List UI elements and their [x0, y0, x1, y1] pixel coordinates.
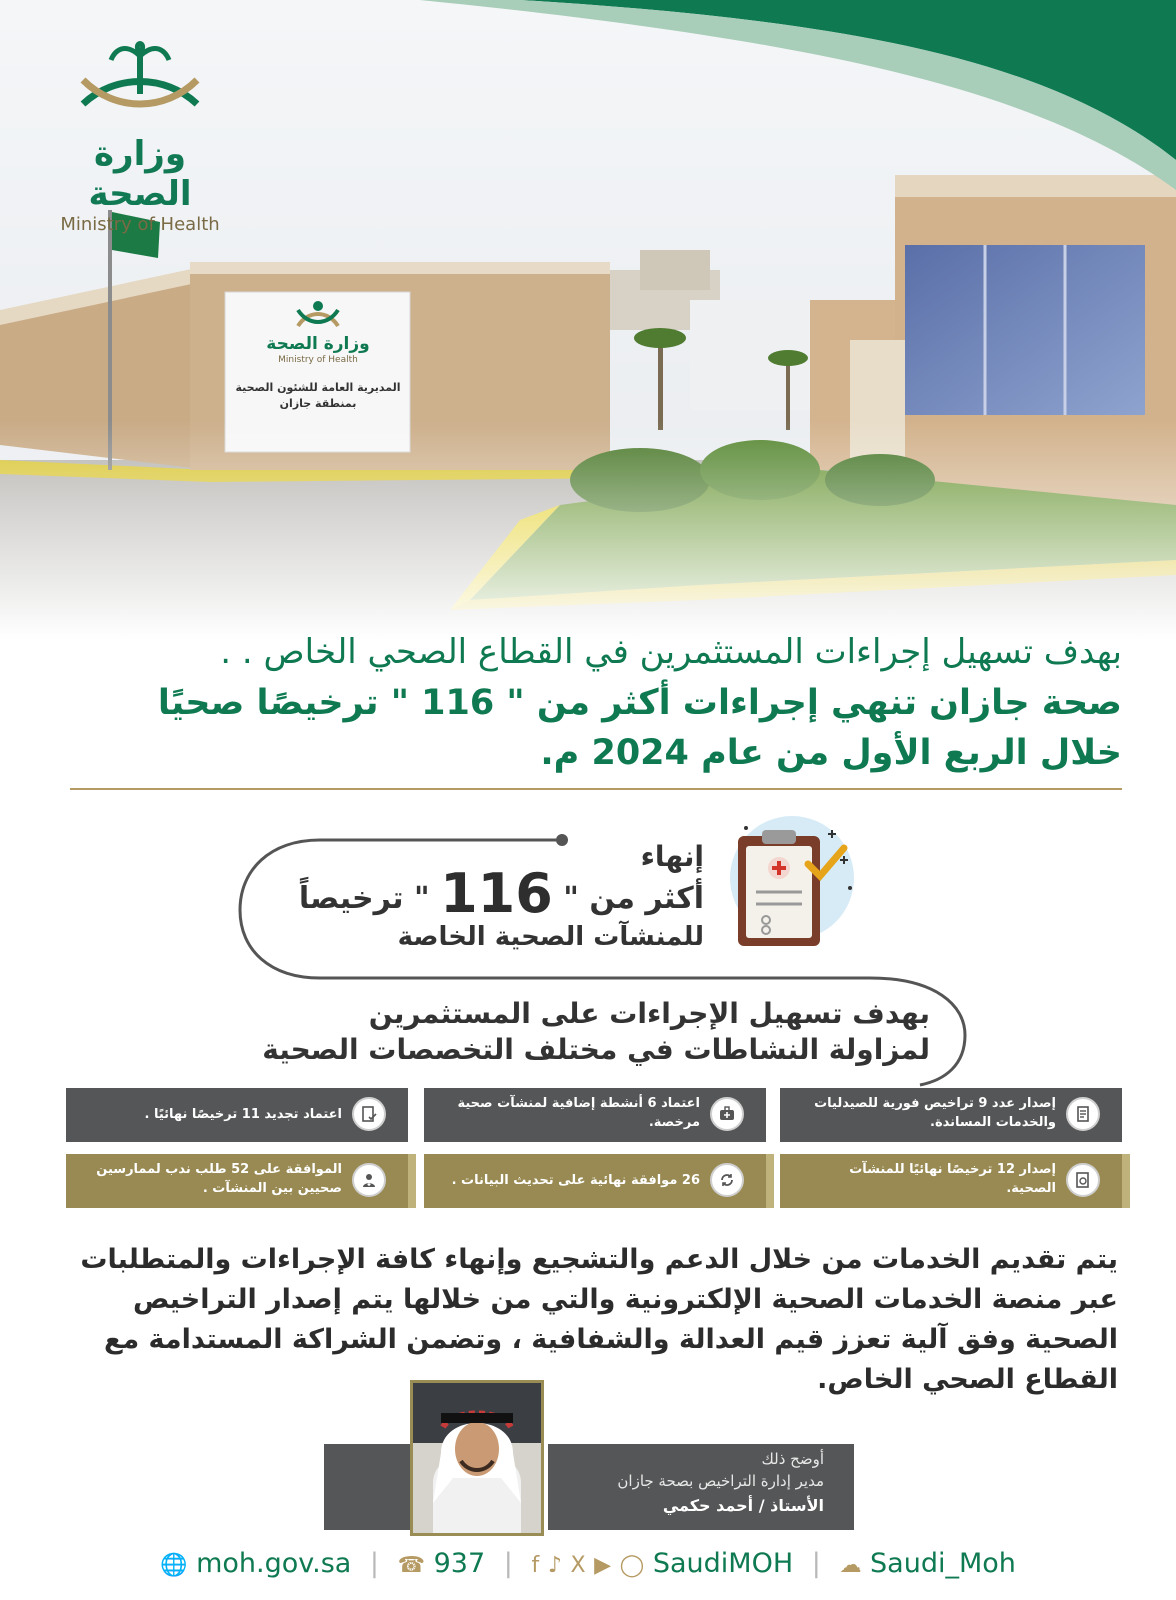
- footer-separator: |: [369, 1548, 380, 1579]
- info-box-pharmacy-licenses: [780, 1088, 1122, 1142]
- x-icon[interactable]: X: [570, 1553, 586, 1578]
- goal-line-1: بهدف تسهيل الإجراءات على المستثمرين: [368, 997, 930, 1030]
- footer: [0, 1548, 1176, 1588]
- phone-icon: ☎: [397, 1553, 426, 1578]
- sync-icon: [710, 1163, 744, 1197]
- facebook-icon[interactable]: f: [531, 1553, 540, 1578]
- headline-line-3: خلال الربع الأول من عام 2024 م.: [540, 733, 1122, 773]
- headline-line-2: صحة جازان تنهي إجراءات أكثر من " 116 " ترخيصًا صحيًا: [157, 683, 1122, 723]
- info-box-renewals: [66, 1088, 408, 1142]
- headline-line-1: بهدف تسهيل إجراءات المستثمرين في القطاع الصحي الخاص . .: [220, 632, 1122, 672]
- license-icon: [1066, 1163, 1100, 1197]
- clipboard-icon: [712, 808, 862, 958]
- footer-snap-handle[interactable]: Saudi_Moh: [870, 1548, 1016, 1579]
- moh-emblem-icon: [40, 40, 240, 130]
- body-paragraph: يتم تقديم الخدمات من خلال الدعم والتشجيع وإنهاء كافة الإجراءات والمتطلبات عبر منصة الخدمات الصحية الإلكترونية والتي من خلالها يتم إصدار التراخيص الصحية وفق آلية تعزز قيم العدالة والشفافية ، وتضمن الشراكة المستدامة مع القطاع الصحي الخاص.: [80, 1244, 1118, 1395]
- stat-suffix: " ترخيصاً: [298, 881, 430, 916]
- footer-separator: |: [503, 1548, 513, 1579]
- moh-logo: [40, 40, 240, 235]
- document-check-icon: [352, 1097, 386, 1131]
- sign-name-ar: وزارة الصحة: [266, 334, 370, 354]
- footer-website[interactable]: moh.gov.sa: [196, 1548, 352, 1579]
- info-box-text: الموافقة على 52 طلب ندب لممارسين صحيين بين المنشآت .: [96, 1162, 342, 1196]
- person-name: الأستاذ / أحمد حكمي: [662, 1496, 824, 1515]
- instagram-icon[interactable]: ◯: [619, 1553, 645, 1578]
- doctor-icon: [352, 1163, 386, 1197]
- info-box-text: إصدار 12 ترخيصًا نهائيًا للمنشآت الصحية.: [849, 1162, 1056, 1196]
- document-icon: [1066, 1097, 1100, 1131]
- tiktok-icon[interactable]: ♪: [547, 1553, 562, 1578]
- stat-number: 116: [440, 862, 553, 925]
- logo-name-ar: وزارة الصحة: [88, 134, 192, 214]
- headline-divider: [70, 788, 1122, 790]
- stat-heading: إنهاء: [640, 840, 704, 873]
- info-box-text: اعتماد 6 أنشطة إضافية لمنشآت صحية مرخصة.: [457, 1096, 700, 1130]
- footer-separator: |: [811, 1548, 821, 1579]
- globe-icon: 🌐: [160, 1553, 188, 1578]
- footer-social-handle[interactable]: SaudiMOH: [652, 1548, 794, 1579]
- info-box-additional-activities: [424, 1088, 766, 1142]
- sign-line-2: بمنطقة جازان: [279, 397, 357, 410]
- stat-count-line: [298, 862, 704, 927]
- youtube-icon[interactable]: ▶: [594, 1553, 612, 1578]
- info-box-text: 26 موافقة نهائية على تحديث البيانات .: [451, 1173, 700, 1188]
- snapchat-icon[interactable]: ☁: [839, 1553, 862, 1578]
- stat-prefix: أكثر من ": [563, 881, 704, 916]
- person-role: مدير إدارة التراخيص بصحة جازان: [617, 1472, 824, 1490]
- sign-name-en: Ministry of Health: [278, 355, 358, 365]
- sign-line-1: المديرية العامة للشئون الصحية: [235, 381, 401, 394]
- info-box-secondment: [66, 1154, 408, 1208]
- info-box-text: اعتماد تجديد 11 ترخيصًا نهائيًا .: [144, 1107, 342, 1122]
- medical-bag-icon: [710, 1097, 744, 1131]
- footer-phone[interactable]: 937: [433, 1548, 486, 1579]
- stat-target: للمنشآت الصحية الخاصة: [397, 922, 704, 952]
- info-box-data-updates: [424, 1154, 766, 1208]
- info-box-text: إصدار عدد 9 تراخيص فورية للصيدليات والخدمات المساندة.: [814, 1096, 1056, 1130]
- info-box-final-licenses: [780, 1154, 1122, 1208]
- logo-name-en: Ministry of Health: [60, 214, 220, 235]
- person-photo: [410, 1380, 544, 1536]
- building-sign: [228, 300, 408, 412]
- sign-logo-icon: [228, 300, 408, 334]
- person-intro: أوضح ذلك: [761, 1450, 824, 1468]
- person-bar-left: [324, 1444, 420, 1530]
- goal-line-2: لمزاولة النشاطات في مختلف التخصصات الصحية: [262, 1033, 930, 1066]
